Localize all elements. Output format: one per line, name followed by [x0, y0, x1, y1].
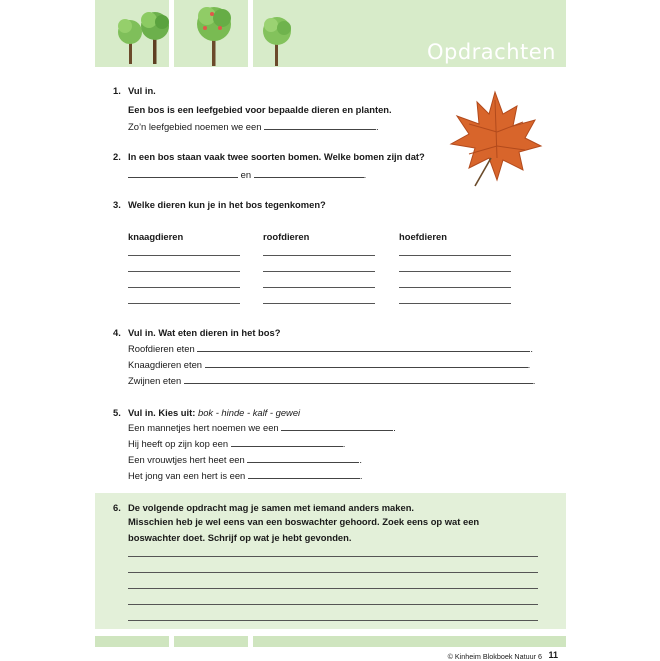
- exercise-4-row: Knaagdieren eten .: [128, 359, 531, 370]
- exercise-4-question: 4. Vul in. Wat eten dieren in het bos?: [113, 327, 281, 338]
- answer-line[interactable]: [399, 303, 511, 304]
- exercise-6-line-1: 6. De volgende opdracht mag je samen met iemand anders maken.: [113, 502, 415, 513]
- answer-blank[interactable]: [184, 374, 533, 384]
- answer-blank[interactable]: [247, 453, 359, 463]
- column-header-knaagdieren: knaagdieren: [128, 231, 184, 242]
- exercise-3-question: 3. Welke dieren kun je in het bos tegenkomen?: [113, 199, 326, 210]
- footer-bar-1: [95, 636, 169, 647]
- exercise-5-row: Een vrouwtjes hert heet een .: [128, 454, 362, 465]
- answer-blank[interactable]: [248, 469, 360, 479]
- exercise-4-row: Roofdieren eten .: [128, 343, 533, 354]
- worksheet-page: [95, 0, 566, 660]
- answer-blank[interactable]: [264, 120, 376, 130]
- exercise-6-line-3: boswachter doet. Schrijf op wat je hebt gevonden.: [128, 532, 352, 543]
- page-title: Opdrachten: [426, 40, 556, 64]
- answer-blank[interactable]: [231, 437, 343, 447]
- answer-blank[interactable]: [281, 421, 393, 431]
- exercise-5-row: Hij heeft op zijn kop een .: [128, 438, 346, 449]
- footer-bar-2: [174, 636, 248, 647]
- exercise-5-row: Een mannetjes hert noemen we een .: [128, 422, 396, 433]
- answer-line[interactable]: [263, 303, 375, 304]
- answer-line[interactable]: [263, 287, 375, 288]
- answer-blank-2[interactable]: [254, 168, 364, 178]
- answer-line[interactable]: [399, 287, 511, 288]
- answer-line[interactable]: [128, 604, 538, 605]
- exercise-6-line-2: Misschien heb je wel eens van een boswachter gehoord. Zoek eens op wat een: [128, 516, 480, 527]
- answer-blank[interactable]: [205, 358, 528, 368]
- answer-line[interactable]: [128, 271, 240, 272]
- answer-line[interactable]: [399, 255, 511, 256]
- footer-credit: © Kinheim Blokboek Natuur 6: [447, 652, 542, 661]
- exercise-1-statement: Een bos is een leefgebied voor bepaalde dieren en planten.: [128, 104, 392, 115]
- exercise-4-row: Zwijnen eten .: [128, 375, 536, 386]
- answer-line[interactable]: [128, 255, 240, 256]
- tree-group-icon: [115, 10, 173, 66]
- column-header-hoefdieren: hoefdieren: [399, 231, 447, 242]
- answer-blank-1[interactable]: [128, 168, 238, 178]
- tree-icon: [192, 2, 236, 66]
- footer-bar-3: [253, 636, 566, 647]
- answer-line[interactable]: [128, 588, 538, 589]
- maple-leaf-icon: [445, 88, 545, 188]
- answer-line[interactable]: [128, 572, 538, 573]
- column-header-roofdieren: roofdieren: [263, 231, 310, 242]
- exercise-2-question: 2. In een bos staan vaak twee soorten bomen. Welke bomen zijn dat?: [113, 151, 425, 162]
- answer-line[interactable]: [399, 271, 511, 272]
- answer-line[interactable]: [128, 303, 240, 304]
- answer-line[interactable]: [263, 271, 375, 272]
- header-title-panel: [253, 0, 566, 67]
- exercise-2-answer: en .: [128, 168, 366, 180]
- answer-blank[interactable]: [197, 342, 530, 352]
- answer-line[interactable]: [128, 287, 240, 288]
- exercise-5-row: Het jong van een hert is een .: [128, 470, 363, 481]
- answer-line[interactable]: [128, 620, 538, 621]
- choice-words: bok - hinde - kalf - gewei: [197, 407, 301, 418]
- tree-icon: [260, 14, 294, 66]
- exercise-1-prompt: Zo’n leefgebied noemen we een .: [128, 121, 379, 132]
- answer-line[interactable]: [128, 556, 538, 557]
- page-number: 11: [548, 650, 558, 660]
- exercise-5-title: 5. Vul in. Kies uit: bok - hinde - kalf - gewei: [113, 407, 301, 418]
- answer-line[interactable]: [263, 255, 375, 256]
- exercise-1-title: 1. Vul in.: [113, 85, 156, 96]
